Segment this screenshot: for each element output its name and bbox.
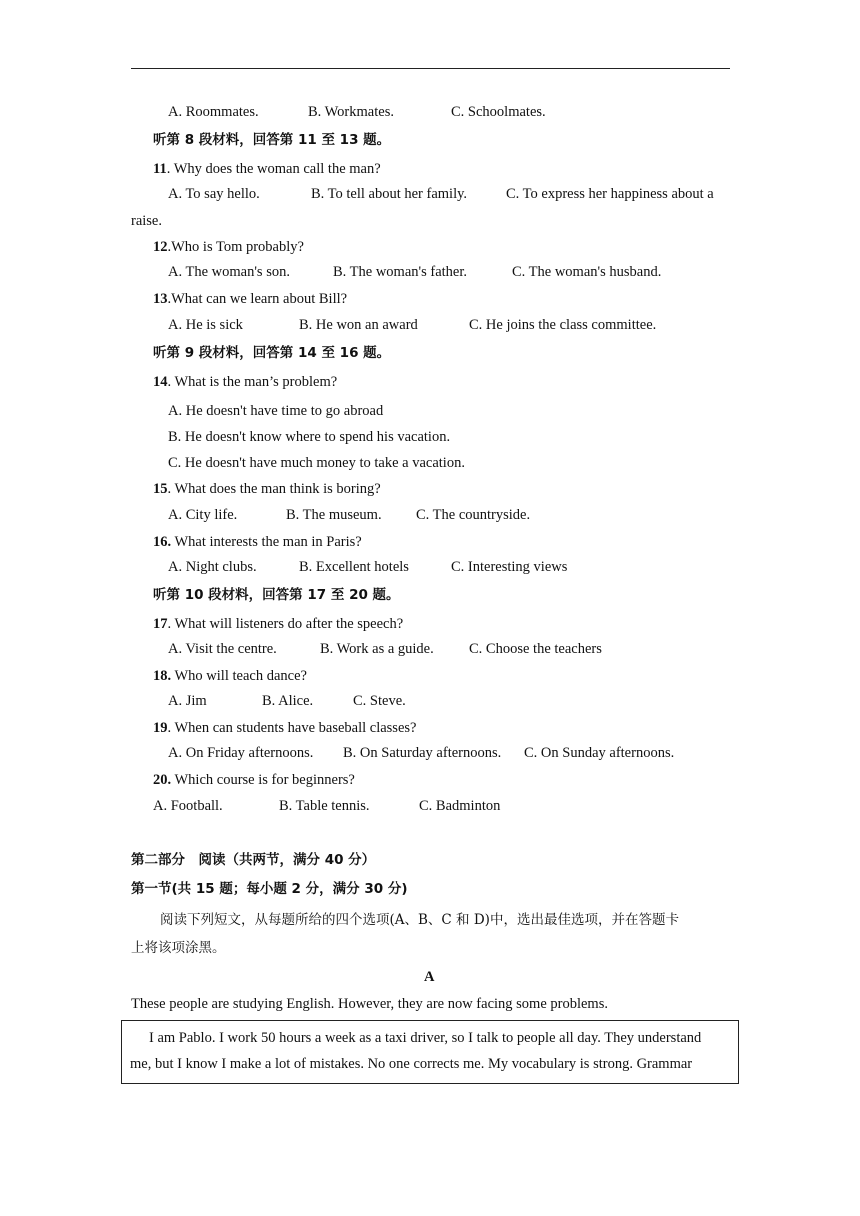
q18-options bbox=[0, 693, 860, 711]
question-number: 16. bbox=[153, 534, 172, 550]
question-text: .What can we learn about Bill? bbox=[167, 291, 348, 307]
option-a: A. He doesn't have time to go abroad bbox=[168, 403, 384, 419]
option-b: B. Work as a guide. bbox=[320, 641, 434, 657]
part-two-heading: 第二部分 阅读（共两节，满分 40 分） bbox=[131, 852, 376, 868]
option-a: A. He is sick bbox=[168, 317, 243, 333]
option-b: B. Table tennis. bbox=[279, 798, 370, 814]
option-c: C. Choose the teachers bbox=[469, 641, 602, 657]
option-c: C. Badminton bbox=[419, 798, 501, 814]
option-a: A. To say hello. bbox=[168, 186, 260, 202]
section-header-9: 听第 9 段材料，回答第 14 至 16 题。 bbox=[153, 345, 391, 361]
q11-options bbox=[0, 186, 860, 204]
question-14 bbox=[153, 373, 337, 391]
question-17 bbox=[153, 615, 403, 633]
option-c-wrap: raise. bbox=[131, 213, 162, 229]
passage-line: I am Pablo. I work 50 hours a week as a taxi driver, so I talk to people all day. They understand bbox=[149, 1030, 702, 1046]
question-number: 15 bbox=[153, 481, 168, 497]
question-text: . What will listeners do after the speech? bbox=[167, 616, 404, 632]
q19-options bbox=[0, 745, 860, 763]
option-a: A. Night clubs. bbox=[168, 559, 257, 575]
question-16 bbox=[153, 533, 362, 551]
option-c: C. Steve. bbox=[353, 693, 406, 709]
question-text: .Who is Tom probably? bbox=[167, 239, 304, 255]
question-15 bbox=[153, 480, 381, 498]
instructions: 阅读下列短文，从每题所给的四个选项(A、B、C 和 D)中，选出最佳选项，并在答题卡 bbox=[160, 912, 679, 928]
option-b: B. He doesn't know where to spend his vacation. bbox=[168, 429, 451, 445]
q12-options bbox=[0, 264, 860, 282]
q15-options bbox=[0, 507, 860, 525]
q10-options bbox=[0, 104, 860, 122]
q16-options bbox=[0, 559, 860, 577]
section-header-10: 听第 10 段材料，回答第 17 至 20 题。 bbox=[153, 587, 400, 603]
question-text: Who will teach dance? bbox=[171, 668, 307, 684]
option-b: B. To tell about her family. bbox=[311, 186, 468, 202]
question-18 bbox=[153, 667, 307, 685]
option-b: B. Workmates. bbox=[308, 104, 394, 120]
question-number: 19 bbox=[153, 720, 168, 736]
option-a: A. Roommates. bbox=[168, 104, 259, 120]
section-header-8: 听第 8 段材料，回答第 11 至 13 题。 bbox=[153, 132, 391, 148]
question-number: 17 bbox=[153, 616, 168, 632]
option-c: C. On Sunday afternoons. bbox=[524, 745, 675, 761]
option-c: C. Schoolmates. bbox=[451, 104, 546, 120]
instructions-cont: 上将该项涂黑。 bbox=[131, 940, 226, 956]
q17-options bbox=[0, 641, 860, 659]
question-13 bbox=[153, 290, 347, 308]
passage-intro: These people are studying English. However, they are now facing some problems. bbox=[131, 996, 608, 1012]
option-b: B. He won an award bbox=[299, 317, 418, 333]
passage-box bbox=[121, 1020, 739, 1084]
option-a: A. Football. bbox=[153, 798, 223, 814]
option-c: C. To express her happiness about a bbox=[506, 186, 714, 202]
option-a: A. Visit the centre. bbox=[168, 641, 277, 657]
passage-line: me, but I know I make a lot of mistakes. No one corrects me. My vocabulary is strong. Grammar bbox=[130, 1056, 693, 1072]
option-b: B. On Saturday afternoons. bbox=[343, 745, 502, 761]
q20-options bbox=[0, 798, 860, 816]
question-19 bbox=[153, 719, 416, 737]
question-number: 12 bbox=[153, 239, 168, 255]
option-a: A. City life. bbox=[168, 507, 238, 523]
question-20 bbox=[153, 771, 355, 789]
header-rule bbox=[131, 68, 730, 69]
option-a: A. On Friday afternoons. bbox=[168, 745, 314, 761]
option-b: B. The museum. bbox=[286, 507, 382, 523]
question-text: . When can students have baseball classes? bbox=[167, 720, 417, 736]
question-number: 14 bbox=[153, 374, 168, 390]
option-b: B. Alice. bbox=[262, 693, 314, 709]
question-text: What interests the man in Paris? bbox=[171, 534, 362, 550]
question-text: . What is the man’s problem? bbox=[167, 374, 338, 390]
question-12 bbox=[153, 238, 304, 256]
question-number: 11 bbox=[153, 161, 167, 177]
question-number: 18. bbox=[153, 668, 172, 684]
section-one-heading: 第一节(共 15 题；每小题 2 分，满分 30 分) bbox=[131, 881, 408, 897]
option-c: C. He joins the class committee. bbox=[469, 317, 657, 333]
question-11 bbox=[153, 160, 381, 178]
option-c: C. The countryside. bbox=[416, 507, 531, 523]
passage-label: A bbox=[424, 969, 435, 985]
option-b: B. The woman's father. bbox=[333, 264, 468, 280]
question-text: . Why does the woman call the man? bbox=[166, 161, 381, 177]
question-text: . What does the man think is boring? bbox=[167, 481, 381, 497]
question-number: 13 bbox=[153, 291, 168, 307]
option-a: A. The woman's son. bbox=[168, 264, 290, 280]
question-text: Which course is for beginners? bbox=[171, 772, 355, 788]
option-c: C. The woman's husband. bbox=[512, 264, 662, 280]
option-a: A. Jim bbox=[168, 693, 207, 709]
option-c: C. Interesting views bbox=[451, 559, 568, 575]
q13-options bbox=[0, 317, 860, 335]
option-b: B. Excellent hotels bbox=[299, 559, 409, 575]
option-c: C. He doesn't have much money to take a vacation. bbox=[168, 455, 465, 471]
question-number: 20. bbox=[153, 772, 172, 788]
